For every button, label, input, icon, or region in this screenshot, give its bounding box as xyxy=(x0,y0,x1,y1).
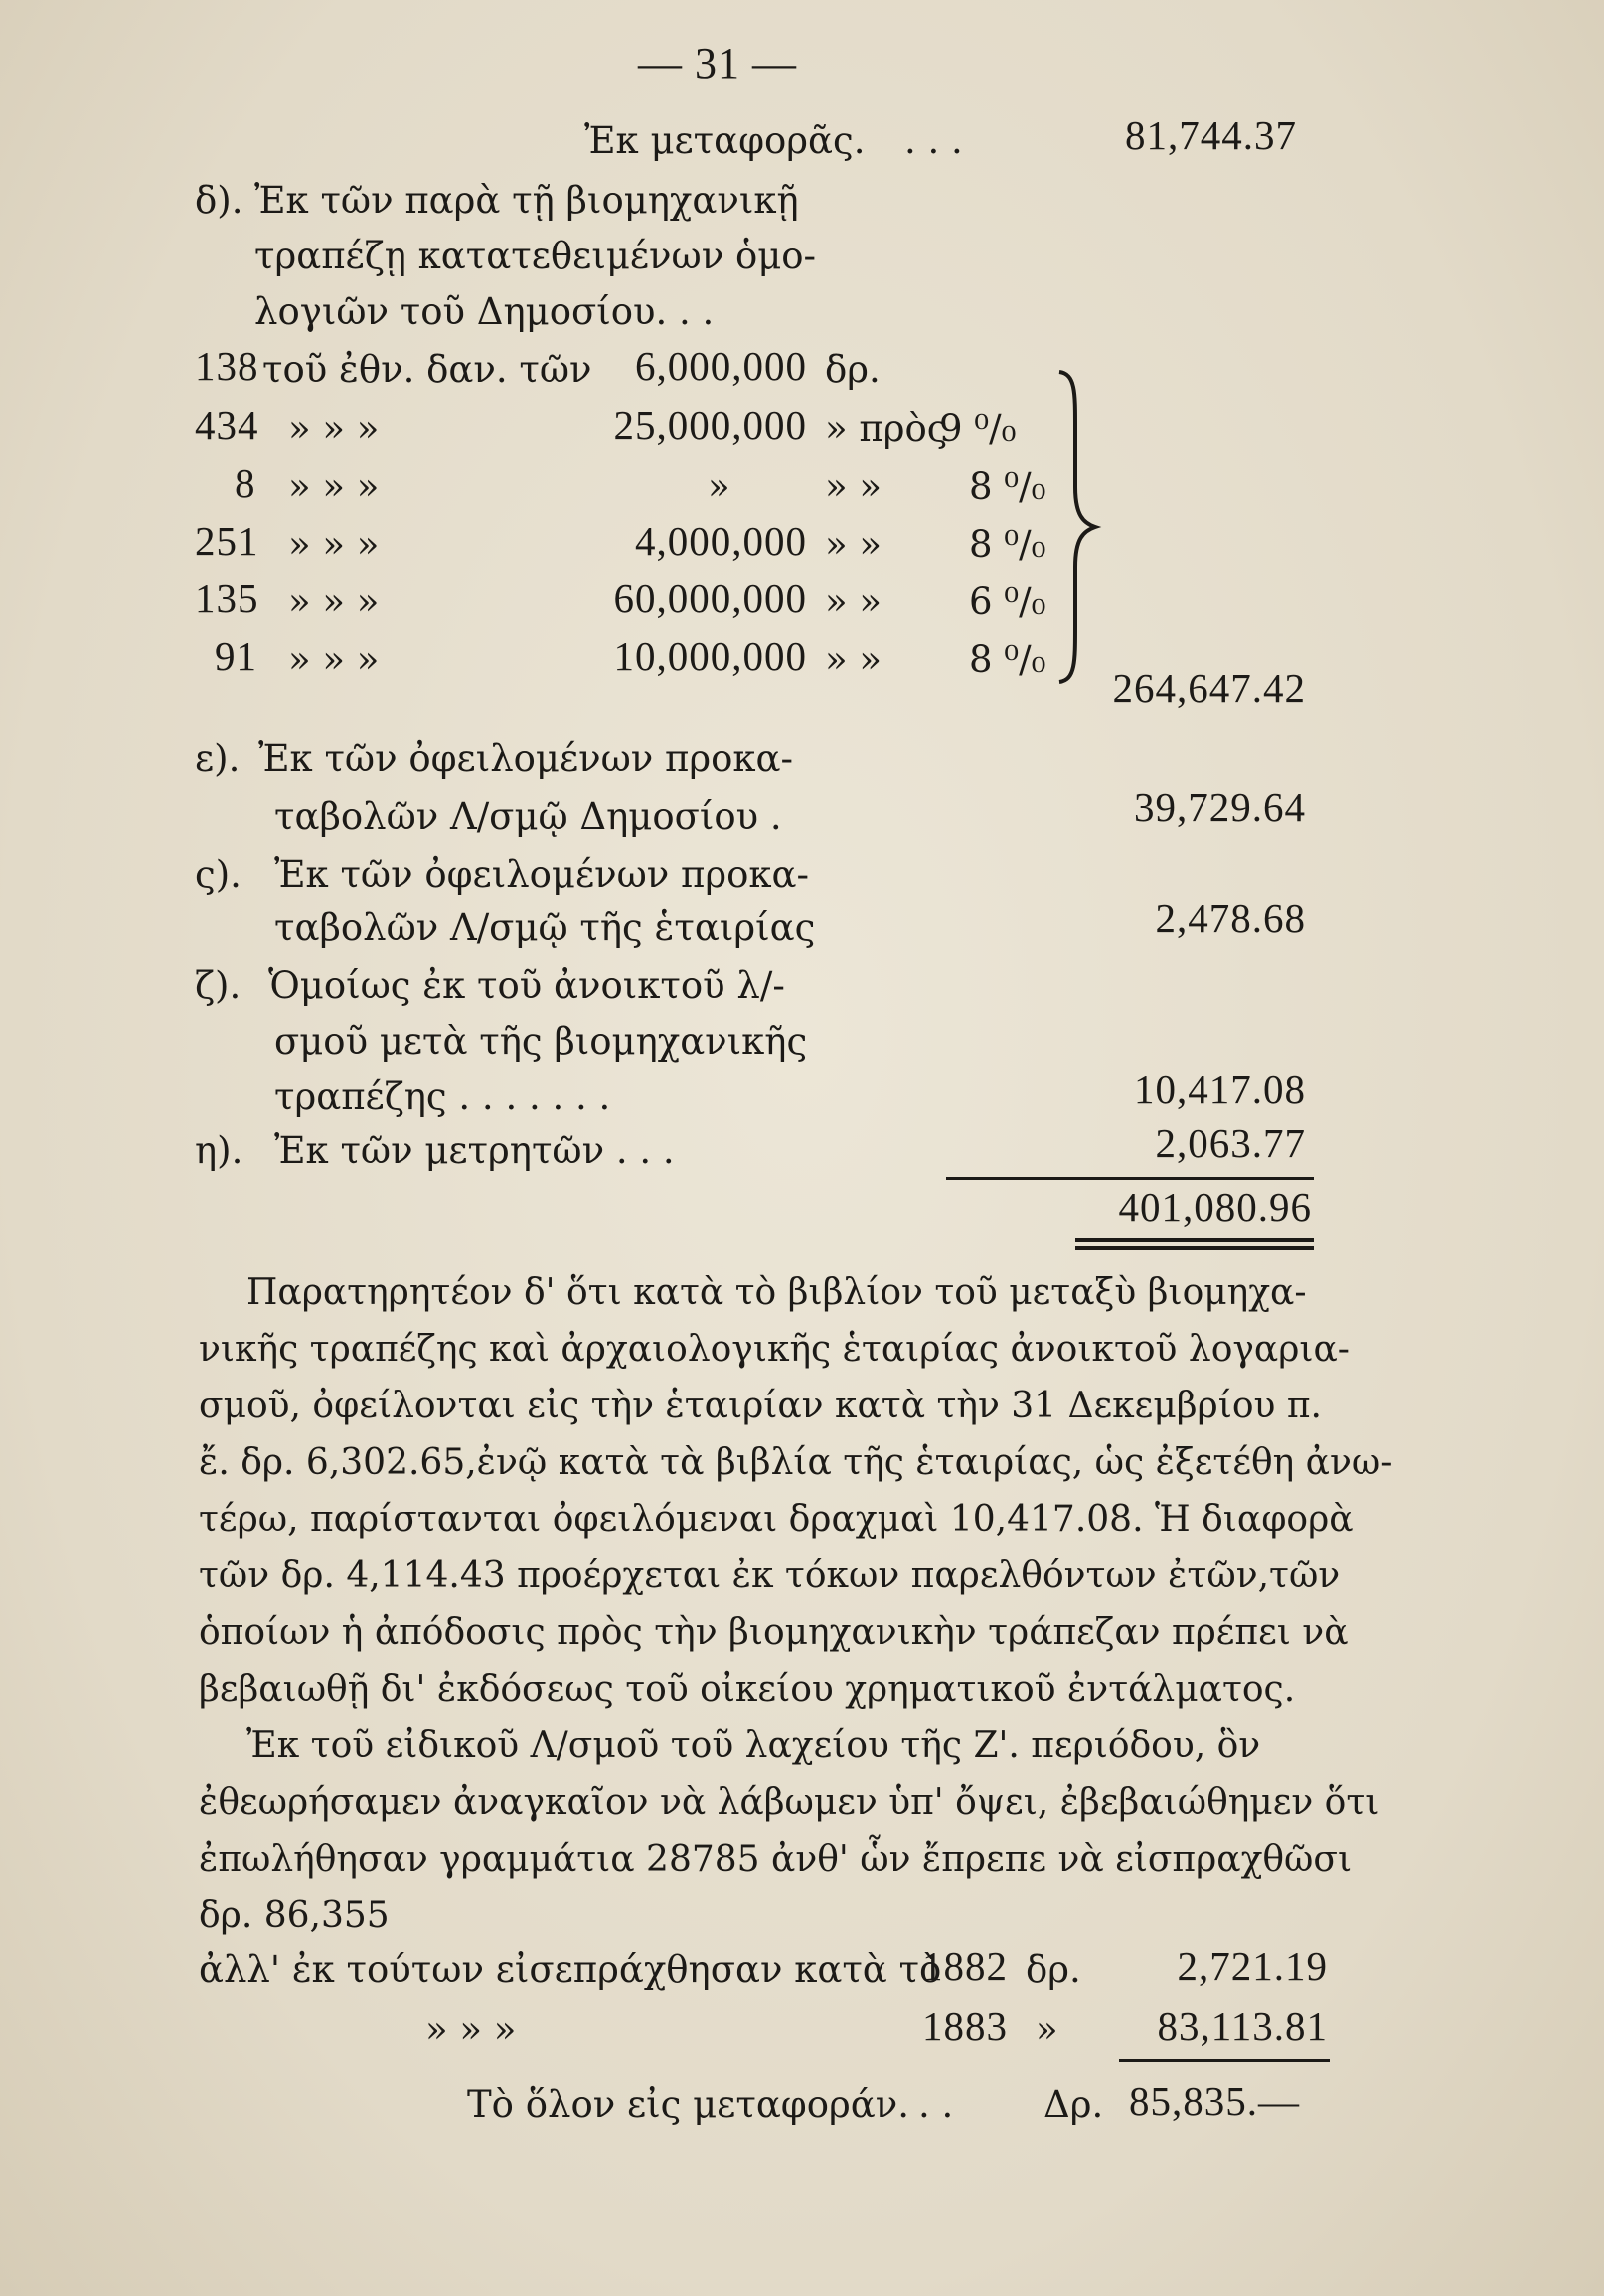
carried-label: Ἐκ μεταφορᾶς. xyxy=(584,119,866,162)
paragraph-line: Παρατηρητέον δ' ὅτι κατὰ τὸ βιβλίον τοῦ μεταξὺ βιομηχα- xyxy=(246,1272,1307,1313)
bond-suffix: » » xyxy=(825,580,882,623)
section-z-line: Ὁμοίως ἐκ τοῦ ἀνοικτοῦ λ/- xyxy=(268,964,785,1007)
paragraph-line: νικῆς τραπέζης καὶ ἀρχαιολογικῆς ἑταιρίας ἀνοικτοῦ λογαρια- xyxy=(199,1329,1350,1370)
observation-paragraph xyxy=(199,1264,1392,1718)
paragraph-line: ἐπωλήθησαν γραμμάτια 28785 ἀνθ' ὧν ἔπρεπε νὰ εἰσπραχθῶσι xyxy=(199,1839,1353,1880)
bond-desc: » » » xyxy=(288,580,380,623)
bond-rate: 6 ⁰/₀ xyxy=(969,580,1046,623)
section-d-line: λογιῶν τοῦ Δημοσίου. . . xyxy=(254,290,715,333)
collected-year: 1883 xyxy=(922,2003,1008,2049)
bond-desc: » » » xyxy=(288,465,380,508)
paragraph-line: τῶν δρ. 4,114.43 προέρχεται ἐκ τόκων παρελθόντων ἐτῶν,τῶν xyxy=(199,1556,1341,1596)
paragraph-line: Ἐκ τοῦ εἰδικοῦ Λ/σμοῦ τοῦ λαχείου τῆς Ζ'. περιόδου, ὃν xyxy=(246,1725,1261,1766)
bond-desc: τοῦ ἐθν. δαν. τῶν xyxy=(262,348,592,391)
paragraph-line: ἐθεωρήσαμεν ἀναγκαῖον νὰ λάβωμεν ὑπ' ὄψει, ἐβεβαιώθημεν ὅτι xyxy=(199,1782,1380,1823)
section-d-line: τραπέζῃ κατατεθειμένων ὁμο- xyxy=(254,235,817,277)
bond-desc: » » » xyxy=(288,523,380,566)
bond-suffix: » » xyxy=(825,523,882,566)
paragraph-line: τέρω, παρίστανται ὀφειλόμεναι δραχμαὶ 10,417.08. Ἡ διαφορὰ xyxy=(199,1499,1354,1540)
bond-rate: 8 ⁰/₀ xyxy=(969,465,1046,508)
section-h-amount: 2,063.77 xyxy=(1155,1120,1306,1166)
bond-amount: 4,000,000 xyxy=(635,518,807,564)
bond-amount: » xyxy=(708,465,730,508)
carry-forward-dots: . . xyxy=(918,2083,954,2126)
bond-rate: 9 ⁰/₀ xyxy=(939,408,1017,450)
collected-label: ἀλλ' ἐκ τούτων εἰσεπράχθησαν κατὰ τὸ xyxy=(199,1948,942,1991)
section-st-line: Ἐκ τῶν ὀφειλομένων προκα- xyxy=(274,853,810,896)
bond-count: 8 xyxy=(235,460,256,506)
carried-dots: . . . xyxy=(904,119,963,162)
sum-rule xyxy=(1119,2059,1330,2062)
section-z-amount: 10,417.08 xyxy=(1134,1066,1306,1112)
carry-forward-unit: Δρ. xyxy=(1043,2083,1104,2126)
sum-rule xyxy=(946,1177,1314,1180)
section-st-amount: 2,478.68 xyxy=(1155,896,1306,941)
bond-count: 138 xyxy=(195,343,259,389)
section-e-line: ταβολῶν Λ/σμῷ Δημοσίου . xyxy=(274,795,782,838)
carried-amount: 81,744.37 xyxy=(1125,112,1297,158)
bond-count: 251 xyxy=(195,518,259,564)
section-d-marker: δ). xyxy=(195,179,243,222)
bond-count: 91 xyxy=(215,633,257,679)
double-rule-bottom xyxy=(1075,1246,1314,1250)
paragraph-line: βεβαιωθῇ δι' ἐκδόσεως τοῦ οἰκείου χρηματικοῦ ἐντάλματος. xyxy=(199,1669,1296,1710)
collected-label: » » » xyxy=(425,2008,517,2050)
grand-total: 401,080.96 xyxy=(1118,1184,1312,1230)
bond-rate: 8 ⁰/₀ xyxy=(969,638,1046,681)
bond-amount: 6,000,000 xyxy=(635,343,807,389)
collected-amount: 83,113.81 xyxy=(1157,2003,1328,2049)
bond-desc: » » » xyxy=(288,638,380,681)
bond-rate: 8 ⁰/₀ xyxy=(969,523,1046,566)
section-z-marker: ζ). xyxy=(195,964,241,1007)
section-st-line: ταβολῶν Λ/σμῷ τῆς ἑταιρίας xyxy=(274,906,816,949)
section-d-total: 264,647.42 xyxy=(1112,665,1306,711)
bond-count: 135 xyxy=(195,575,259,621)
bond-amount: 60,000,000 xyxy=(613,575,807,621)
right-brace-icon xyxy=(1053,368,1103,686)
bond-amount: 25,000,000 xyxy=(613,403,807,448)
section-e-marker: ε). xyxy=(195,738,241,780)
section-h-line: Ἐκ τῶν μετρητῶν . . . xyxy=(274,1129,675,1172)
bond-amount: 10,000,000 xyxy=(613,633,807,679)
collected-year: 1882 xyxy=(922,1943,1008,1989)
paragraph-line: ἔ. δρ. 6,302.65,ἐνῷ κατὰ τὰ βιβλία τῆς ἑταιρίας, ὡς ἐξετέθη ἀνω- xyxy=(199,1442,1393,1483)
section-st-marker: ς). xyxy=(195,853,241,896)
carry-forward-amount: 85,835.— xyxy=(1129,2078,1300,2124)
section-h-marker: η). xyxy=(195,1129,243,1172)
collected-amount: 2,721.19 xyxy=(1177,1943,1328,1989)
carry-forward-label: Τὸ ὅλον εἰς μεταφοράν. xyxy=(467,2083,909,2126)
paragraph-line: δρ. 86,355 xyxy=(199,1895,390,1936)
bond-count: 434 xyxy=(195,403,259,448)
collected-unit: » xyxy=(1036,2008,1058,2050)
section-z-line: σμοῦ μετὰ τῆς βιομηχανικῆς xyxy=(274,1020,808,1063)
lottery-paragraph xyxy=(199,1718,1379,1944)
bond-suffix: » » xyxy=(825,638,882,681)
bond-suffix: δρ. xyxy=(825,348,881,391)
section-z-line: τραπέζης . . . . . . . xyxy=(274,1075,611,1118)
paragraph-line: ὁποίων ἡ ἀπόδοσις πρὸς τὴν βιομηχανικὴν τράπεζαν πρέπει νὰ xyxy=(199,1612,1349,1653)
bond-desc: » » » xyxy=(288,408,380,450)
bond-suffix: » πρὸς xyxy=(825,408,948,450)
section-e-line: Ἐκ τῶν ὀφειλομένων προκα- xyxy=(258,738,794,780)
double-rule-top xyxy=(1075,1238,1314,1242)
page-number: — 31 — xyxy=(638,39,797,87)
section-e-amount: 39,729.64 xyxy=(1134,784,1306,830)
section-d-line: Ἐκ τῶν παρὰ τῇ βιομηχανικῇ xyxy=(254,179,799,222)
collected-unit: δρ. xyxy=(1026,1948,1081,1991)
bond-suffix: » » xyxy=(825,465,882,508)
paragraph-line: σμοῦ, ὀφείλονται εἰς τὴν ἑταιρίαν κατὰ τὴν 31 Δεκεμβρίου π. xyxy=(199,1386,1322,1426)
